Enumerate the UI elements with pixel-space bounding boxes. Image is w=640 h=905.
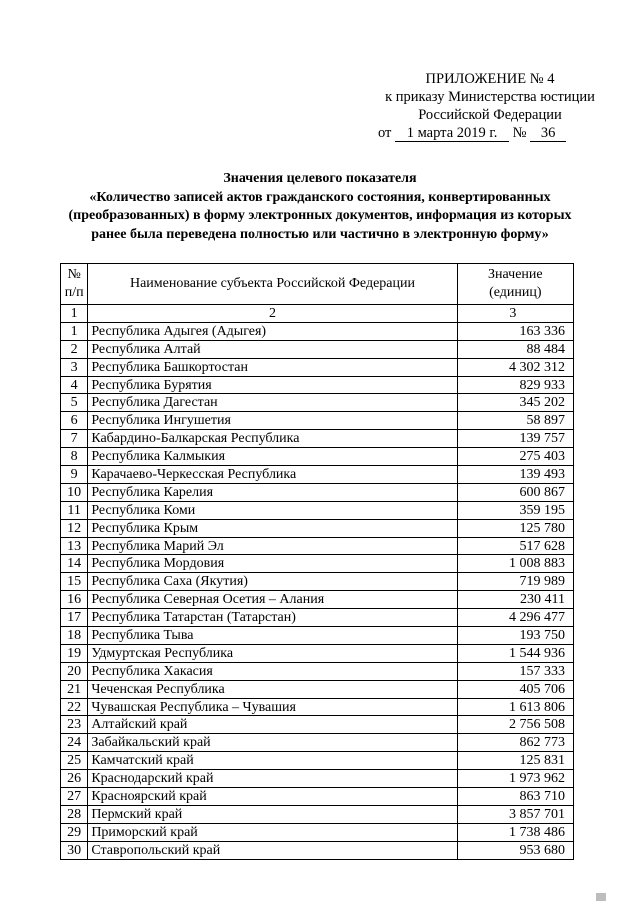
region-value: 1 544 936 [457,644,573,662]
row-number: 1 [61,322,88,340]
region-name: Удмуртская Республика [88,644,457,662]
appendix-title: ПРИЛОЖЕНИЕ № 4 [425,71,555,87]
table-row [61,680,574,698]
heading-line-1: Значения целевого показателя [223,171,417,186]
row-number: 19 [61,644,88,662]
region-value: 125 780 [457,519,573,537]
row-number: 26 [61,770,88,788]
region-name: Республика Башкортостан [88,358,457,376]
region-name: Камчатский край [88,752,457,770]
table-row [61,501,574,519]
appendix-ministry-line: Российской Федерации [418,107,562,123]
row-number: 4 [61,376,88,394]
heading-line-3: (преобразованных) в форму электронных документов, информация из которых [68,208,572,223]
region-value: 1 008 883 [457,555,573,573]
row-number: 13 [61,537,88,555]
region-value: 359 195 [457,501,573,519]
region-name: Республика Алтай [88,340,457,358]
appendix-block [360,70,620,142]
region-value: 3 857 701 [457,805,573,823]
region-name: Кабардино-Балкарская Республика [88,430,457,448]
region-value: 139 493 [457,466,573,484]
column-index: 1 [61,305,88,323]
region-name: Ставропольский край [88,841,457,859]
column-index: 2 [88,305,457,323]
region-name: Республика Саха (Якутия) [88,573,457,591]
region-value: 405 706 [457,680,573,698]
region-name: Республика Татарстан (Татарстан) [88,609,457,627]
region-name: Республика Тыва [88,627,457,645]
table-row [61,394,574,412]
row-number: 10 [61,483,88,501]
appendix-order-line: к приказу Министерства юстиции [385,89,595,105]
region-value: 829 933 [457,376,573,394]
region-name: Приморский край [88,823,457,841]
region-name: Республика Мордовия [88,555,457,573]
table-row [61,734,574,752]
table-row [61,519,574,537]
table-row [61,573,574,591]
region-name: Краснодарский край [88,770,457,788]
region-name: Пермский край [88,805,457,823]
row-number: 25 [61,752,88,770]
date-prefix: от [378,125,392,141]
region-value: 719 989 [457,573,573,591]
row-number: 6 [61,412,88,430]
region-name: Алтайский край [88,716,457,734]
region-name: Чувашская Республика – Чувашия [88,698,457,716]
row-number: 20 [61,662,88,680]
table-row [61,537,574,555]
table-row [61,412,574,430]
column-index-row [61,305,574,323]
table-row [61,555,574,573]
table-row [61,698,574,716]
region-value: 125 831 [457,752,573,770]
region-name: Чеченская Республика [88,680,457,698]
row-number: 3 [61,358,88,376]
header-value: Значение (единиц) [457,264,573,305]
region-name: Республика Крым [88,519,457,537]
row-number: 28 [61,805,88,823]
region-name: Карачаево-Черкесская Республика [88,466,457,484]
table-row [61,627,574,645]
row-number: 17 [61,609,88,627]
region-value: 863 710 [457,788,573,806]
row-number: 5 [61,394,88,412]
region-name: Республика Ингушетия [88,412,457,430]
region-name: Республика Хакасия [88,662,457,680]
row-number: 11 [61,501,88,519]
page-corner-mark [596,893,606,901]
row-number: 16 [61,591,88,609]
region-value: 88 484 [457,340,573,358]
row-number: 14 [61,555,88,573]
region-value: 862 773 [457,734,573,752]
column-index: 3 [457,305,573,323]
region-value: 600 867 [457,483,573,501]
table-row [61,823,574,841]
table-row [61,644,574,662]
table-row [61,752,574,770]
appendix-date-line [360,124,620,142]
table-row [61,376,574,394]
table-row [61,662,574,680]
table-row [61,591,574,609]
table-row [61,466,574,484]
region-value: 2 756 508 [457,716,573,734]
region-value: 1 973 962 [457,770,573,788]
table-row [61,770,574,788]
header-num: № п/п [61,264,88,305]
region-value: 1 738 486 [457,823,573,841]
region-value: 157 333 [457,662,573,680]
table-row [61,430,574,448]
region-value: 4 302 312 [457,358,573,376]
region-name: Республика Карелия [88,483,457,501]
document-heading [40,170,600,244]
table-row [61,322,574,340]
region-name: Республика Северная Осетия – Алания [88,591,457,609]
region-value: 953 680 [457,841,573,859]
row-number: 15 [61,573,88,591]
table-row [61,609,574,627]
row-number: 22 [61,698,88,716]
region-value: 230 411 [457,591,573,609]
row-number: 29 [61,823,88,841]
row-number: 30 [61,841,88,859]
table-row [61,841,574,859]
region-value: 58 897 [457,412,573,430]
region-name: Республика Марий Эл [88,537,457,555]
region-value: 517 628 [457,537,573,555]
table-header-row [61,264,574,305]
heading-line-4: ранее была переведена полностью или частично в электронную форму» [91,226,549,242]
table-row [61,483,574,501]
region-value: 4 296 477 [457,609,573,627]
row-number: 21 [61,680,88,698]
row-number: 27 [61,788,88,806]
heading-line-2: «Количество записей актов гражданского состояния, конвертированных [89,189,551,205]
table-row [61,448,574,466]
region-name: Республика Дагестан [88,394,457,412]
order-date: 1 марта 2019 г. [395,125,509,142]
header-name: Наименование субъекта Российской Федерации [88,264,457,305]
region-value: 275 403 [457,448,573,466]
row-number: 8 [61,448,88,466]
region-value: 163 336 [457,322,573,340]
table-row [61,340,574,358]
row-number: 24 [61,734,88,752]
region-name: Красноярский край [88,788,457,806]
region-name: Республика Коми [88,501,457,519]
region-name: Забайкальский край [88,734,457,752]
table-row [61,788,574,806]
region-value: 1 613 806 [457,698,573,716]
row-number: 2 [61,340,88,358]
row-number: 12 [61,519,88,537]
table-row [61,805,574,823]
table-row [61,716,574,734]
region-value: 345 202 [457,394,573,412]
table-row [61,358,574,376]
row-number: 9 [61,466,88,484]
region-value: 139 757 [457,430,573,448]
region-name: Республика Калмыкия [88,448,457,466]
indicator-table [60,263,574,860]
order-number: 36 [530,125,566,142]
region-name: Республика Бурятия [88,376,457,394]
row-number: 18 [61,627,88,645]
region-name: Республика Адыгея (Адыгея) [88,322,457,340]
region-value: 193 750 [457,627,573,645]
row-number: 7 [61,430,88,448]
row-number: 23 [61,716,88,734]
number-prefix: № [512,125,527,141]
